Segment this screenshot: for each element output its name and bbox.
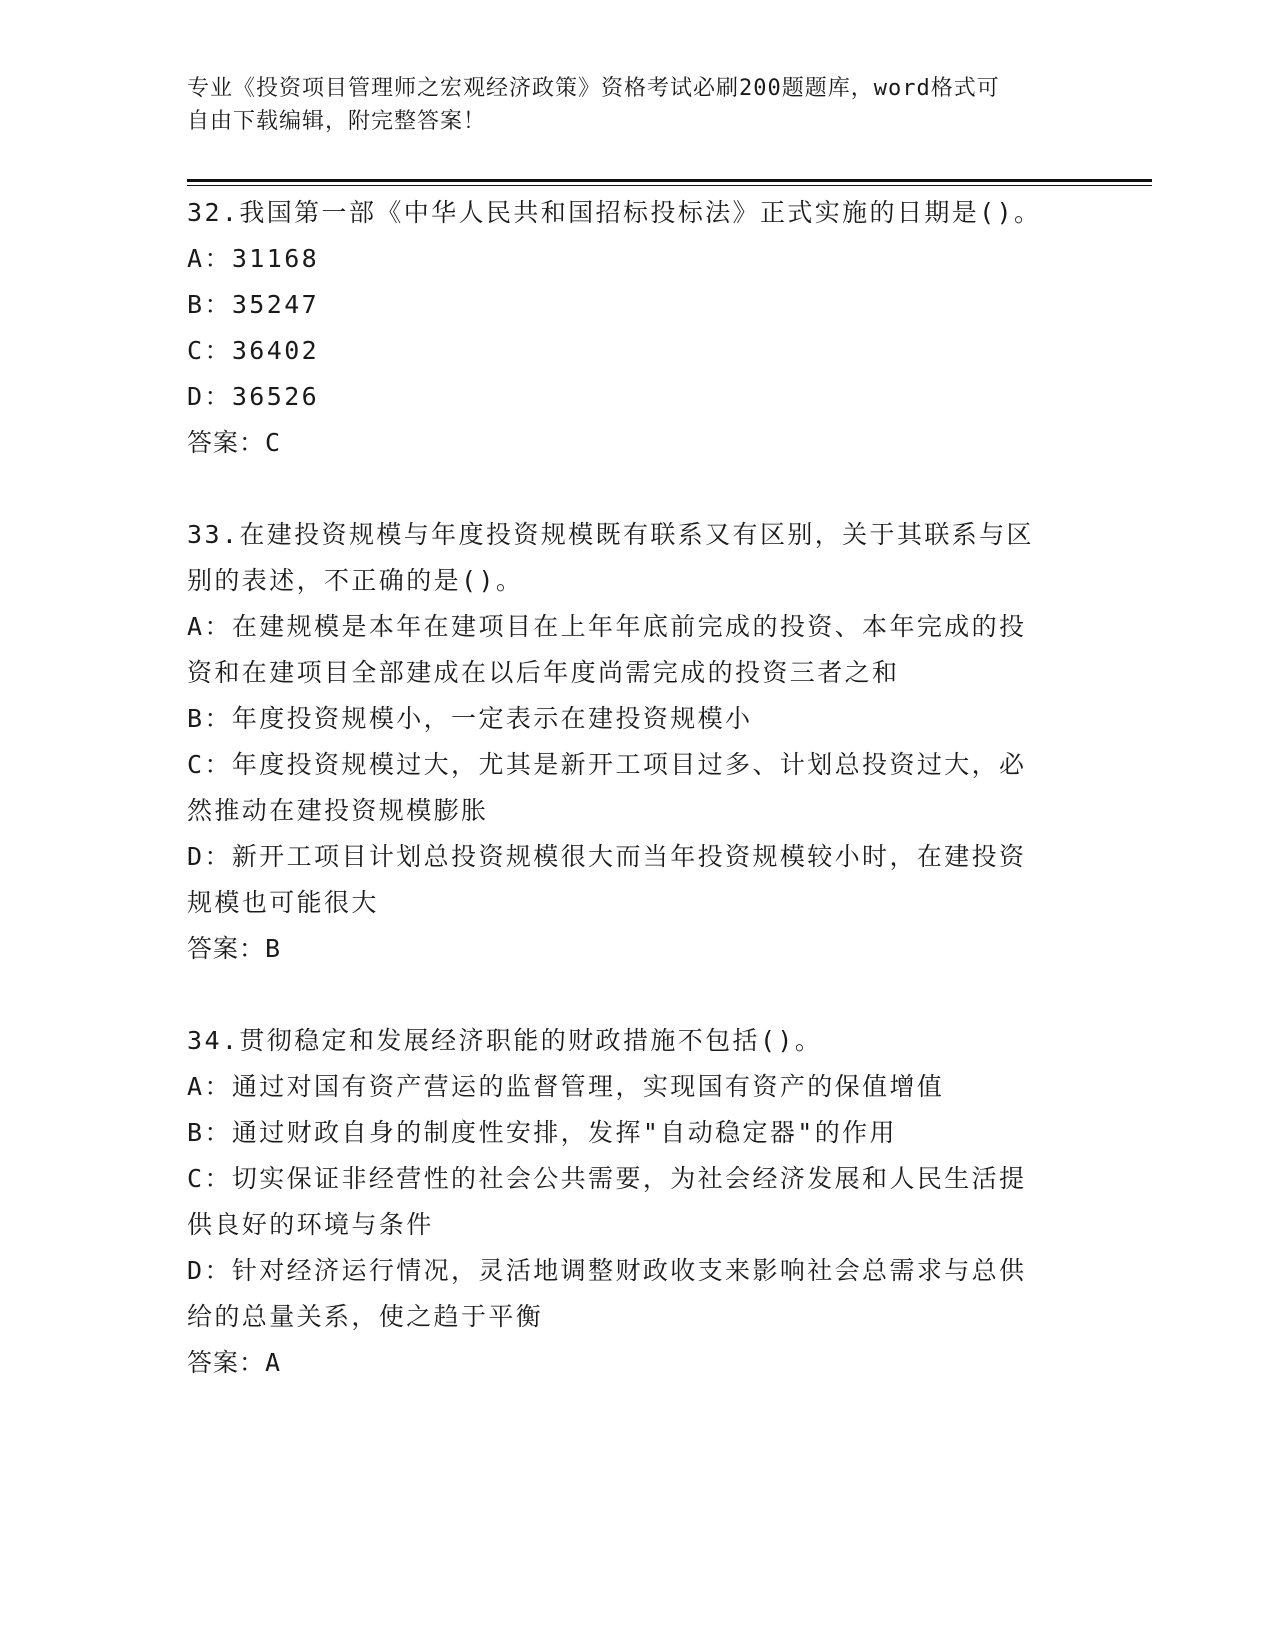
header-rule-thick (187, 179, 1152, 182)
option-d-line-2: 给的总量关系，使之趋于平衡 (187, 1302, 544, 1331)
option-c-line-2: 然推动在建投资规模膨胀 (187, 796, 489, 825)
option-c-line-1: C：年度投资规模过大，尤其是新开工项目过多、计划总投资过大，必 (187, 750, 1027, 779)
option-d: D：36526 (187, 382, 320, 411)
question-stem: 32.我国第一部《中华人民共和国招标投标法》正式实施的日期是()。 (187, 198, 1042, 227)
answer-label: 答案：C (187, 428, 282, 457)
question-stem-line-2: 别的表述，不正确的是()。 (187, 566, 524, 595)
question-spacer (187, 466, 1087, 512)
question-block-34 (187, 1018, 1087, 1386)
question-list (187, 190, 1087, 1386)
option-a: A：31168 (187, 244, 320, 273)
question-block-32 (187, 190, 1087, 466)
option-c: C：36402 (187, 336, 320, 365)
option-c-line-1: C：切实保证非经营性的社会公共需要，为社会经济发展和人民生活提 (187, 1164, 1027, 1193)
option-c-line-2: 供良好的环境与条件 (187, 1210, 434, 1239)
question-spacer (187, 972, 1087, 1018)
option-b: B：通过财政自身的制度性安排，发挥"自动稳定器"的作用 (187, 1118, 897, 1147)
option-a-line-1: A：在建规模是本年在建项目在上年年底前完成的投资、本年完成的投 (187, 612, 1027, 641)
option-d-line-1: D：新开工项目计划总投资规模很大而当年投资规模较小时，在建投资 (187, 842, 1027, 871)
option-a: A：通过对国有资产营运的监督管理，实现国有资产的保值增值 (187, 1072, 945, 1101)
option-d-line-2: 规模也可能很大 (187, 888, 379, 917)
option-b: B：年度投资规模小，一定表示在建投资规模小 (187, 704, 753, 733)
document-header (187, 72, 1067, 138)
question-block-33 (187, 512, 1087, 972)
header-rule-thin (187, 185, 1152, 186)
option-b: B：35247 (187, 290, 320, 319)
option-a-line-2: 资和在建项目全部建成在以后年度尚需完成的投资三者之和 (187, 658, 900, 687)
answer-label: 答案：A (187, 1348, 282, 1377)
question-stem-line-1: 33.在建投资规模与年度投资规模既有联系又有区别，关于其联系与区 (187, 520, 1034, 549)
header-line-2: 自由下载编辑，附完整答案！ (187, 109, 487, 134)
question-stem: 34.贯彻稳定和发展经济职能的财政措施不包括()。 (187, 1026, 823, 1055)
option-d-line-1: D：针对经济运行情况，灵活地调整财政收支来影响社会总需求与总供 (187, 1256, 1027, 1285)
header-line-1: 专业《投资项目管理师之宏观经济政策》资格考试必刷200题题库，word格式可 (187, 76, 1000, 101)
answer-label: 答案：B (187, 934, 282, 963)
